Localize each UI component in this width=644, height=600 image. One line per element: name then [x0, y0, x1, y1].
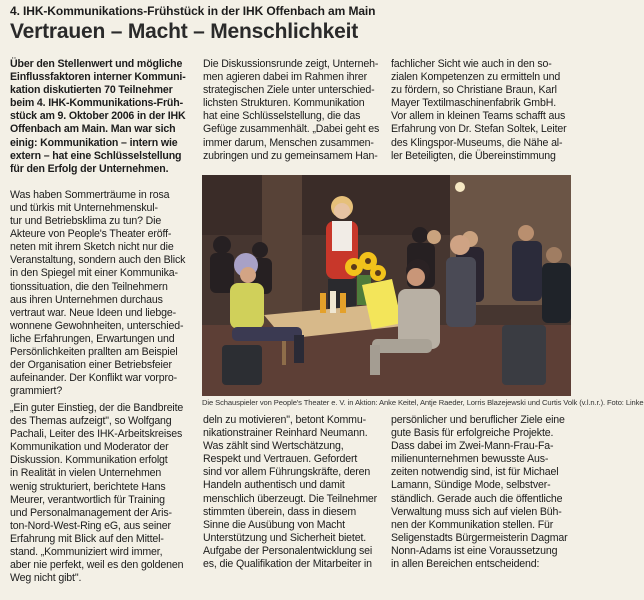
text-line: „Ein guter Einstieg, der die Bandbreite [10, 402, 184, 414]
body-paragraph-5 [203, 414, 386, 571]
text-line: des Klingspor-Museums, die Nähe al- [391, 136, 563, 149]
text-line: aus ihren Unternehmen durchaus [10, 293, 163, 306]
text-line: liche Erfahrungen, Erwartungen und [10, 332, 175, 345]
text-line: ler Beteiligten, die Übereinstimmung [391, 149, 556, 162]
text-line: Dass dabei im Zwei-Mann-Frau-Fa- [391, 440, 554, 453]
text-line: tur und Betriebsklima zu tun? Die [10, 215, 162, 228]
text-line: der Organisation einer Betriebsfeier [10, 359, 172, 372]
text-line: Akteure von People's Theater eröff- [10, 228, 172, 241]
text-line: Einflussfaktoren interner Kommuni- [10, 71, 186, 84]
text-line: Nonn-Adams ist eine Voraussetzung [391, 544, 558, 557]
text-line: Kommunikation und Moderator der [10, 441, 169, 454]
text-line: stimmten überein, dass in diesem [203, 505, 356, 518]
text-line: Was haben Sommerträume in rosa [10, 188, 170, 201]
text-line: einig: Kommunikation – intern wie [10, 136, 178, 149]
text-line: beim 4. IHK-Kommunikations-Früh- [10, 97, 183, 110]
text-line: in allen Bereichen entscheidend: [391, 558, 540, 571]
text-line: es, die Qualifikation der Mitarbeiter in [203, 558, 372, 571]
text-line: strategischen Ziele unter unterschied- [203, 84, 375, 97]
text-line: aufeinander. Der Konflikt war vorpro- [10, 372, 177, 385]
text-line: Respekt und Vertrauen. Gefordert [203, 453, 358, 466]
text-line: vertraut war. Neue Ideen und liebge- [10, 306, 176, 319]
text-line: wonnene Gewohnheiten, unterschied- [10, 319, 184, 332]
text-line: sind vor allem Führungskräfte, deren [203, 466, 371, 479]
article-headline: Vertrauen – Macht – Menschlichkeit [10, 20, 358, 43]
column-1-top [10, 58, 192, 398]
text-line: stück am 9. Oktober 2006 in der IHK [10, 110, 186, 123]
text-line: milienunternehmen bewusste Aus- [391, 453, 549, 466]
text-line: für den Erfolg der Unternehmen. [10, 162, 169, 175]
text-line: grammiert? [10, 385, 63, 398]
text-line: men agieren dabei im Rahmen ihrer [203, 71, 368, 84]
text-line: Gefüge zusammenhält. „Dabei geht es [203, 123, 380, 136]
text-line: Was zählt sind Wertschätzung, [203, 440, 344, 453]
text-line: gute Basis für erfolgreiche Projekte. [391, 427, 554, 440]
text-line: Erfahrung von Dr. Stefan Soltek, Leiter [391, 123, 567, 136]
column-3-top [391, 58, 571, 163]
text-line: extern – hat eine Schlüsselstellung [10, 149, 182, 162]
text-line: wenig strukturiert, berichtete Hans [10, 480, 166, 493]
column-3-bottom [391, 414, 571, 571]
column-2-top [203, 58, 386, 163]
text-line: hat eine Schlüsselstellung, die das [203, 110, 361, 123]
photo-caption: Die Schauspieler von People's Theater e. V. in Aktion: Anke Keitel, Antje Raeder, Lorris Blazejewski und Curtis Volk (v.l.n.r.). Foto: Linke [202, 398, 644, 407]
text-line: Erfahrung mit Blick auf den Mittel- [10, 532, 164, 545]
text-line: tionssituation, die den Teilnehmern [10, 280, 168, 293]
text-line: Die Diskussionsrunde zeigt, Unterneh- [203, 58, 379, 70]
text-line: stand. „Kommuniziert wird immer, [10, 546, 163, 559]
text-line: in Realität in vielen Unternehmen [10, 467, 162, 480]
text-line: Pachali, Leiter des IHK-Arbeitskreises [10, 428, 183, 441]
text-line: Über den Stellenwert und mögliche [10, 58, 183, 70]
text-line: fachlicher Sicht wie auch in den so- [391, 58, 552, 70]
text-line: nikationstrainer Reinhard Neumann. [203, 427, 368, 440]
text-line: Diskussion. Kommunikation erfolgt [10, 454, 168, 467]
text-line: Verwaltung muss sich auf vielen Büh- [391, 505, 562, 518]
text-line: persönlicher und beruflicher Ziele eine [391, 414, 565, 426]
text-line: lichsten Strukturen. Kommunikation [203, 97, 365, 110]
text-line: aber nie perfekt, weil es den goldenen [10, 559, 184, 572]
column-1-bottom [10, 402, 192, 585]
text-line: zialen Kompetenzen zu ermitteln und [391, 71, 561, 84]
text-line: Mayer Textilmaschinenfabrik GmbH. [391, 97, 556, 110]
article-kicker: 4. IHK-Kommunikations-Frühstück in der IHK Offenbach am Main [10, 4, 376, 18]
text-line: Offenbach am Main. Man war sich [10, 123, 176, 136]
text-line: des Themas aufzeigt", so Wolfgang [10, 415, 172, 428]
text-line: Persönlichkeiten prallten am Beispiel [10, 345, 178, 358]
text-line: in den Spiegel mit einer Kommunika- [10, 267, 178, 280]
text-line: kation diskutierten 70 Teilnehmer [10, 84, 173, 97]
text-line: Aufgabe der Personalentwicklung sei [203, 544, 373, 557]
photo-illustration [202, 175, 571, 396]
body-paragraph-1 [10, 189, 192, 399]
body-paragraph-4 [391, 58, 571, 163]
lead-paragraph [10, 58, 192, 176]
text-line: und Personalmanagement der Aris- [10, 506, 172, 519]
text-line: Handeln authentisch und damit [203, 479, 345, 492]
column-2-bottom [203, 414, 386, 571]
text-line: Meurer, verantwortlich für Training [10, 493, 165, 506]
text-line: deln zu motivieren", betont Kommu- [203, 414, 366, 426]
text-line: Vor allem in kleinen Teams schafft aus [391, 110, 566, 123]
text-line: Veranstaltung, sondern auch den Blick [10, 254, 186, 267]
body-paragraph-3 [203, 58, 386, 163]
article-photo [202, 175, 571, 396]
text-line: Seligenstadts Bürgermeisterin Dagmar [391, 531, 568, 544]
text-line: ton-Nord-West-Ring eG, aus seiner [10, 519, 171, 532]
body-paragraph-6 [391, 414, 571, 571]
body-paragraph-2 [10, 402, 192, 585]
text-line: Lamann, Sündige Mode, selbstver- [391, 479, 551, 492]
text-line: und türkis mit Unternehmenskul- [10, 201, 158, 214]
text-line: zeiten notwendig sind, ist für Michael [391, 466, 559, 479]
text-line: zubringen und zu gemeinsamem Han- [203, 149, 378, 162]
text-line: Unterstützung und Sicherheit bietet. [203, 531, 367, 544]
text-line: nen der Kommunikation stellen. Für [391, 518, 554, 531]
text-line: zu fördern, so Christiane Braun, Karl [391, 84, 557, 97]
text-line: Weg nicht gibt". [10, 572, 82, 585]
text-line: ständlich. Gerade auch die öffentliche [391, 492, 563, 505]
text-line: immer darum, Menschen zusammen- [203, 136, 374, 149]
text-line: Sinne die Ausübung von Macht [203, 518, 345, 531]
text-line: neten mit ihrem Sketch nicht nur die [10, 241, 174, 254]
text-line: menschlich überzeugt. Die Teilnehmer [203, 492, 378, 505]
